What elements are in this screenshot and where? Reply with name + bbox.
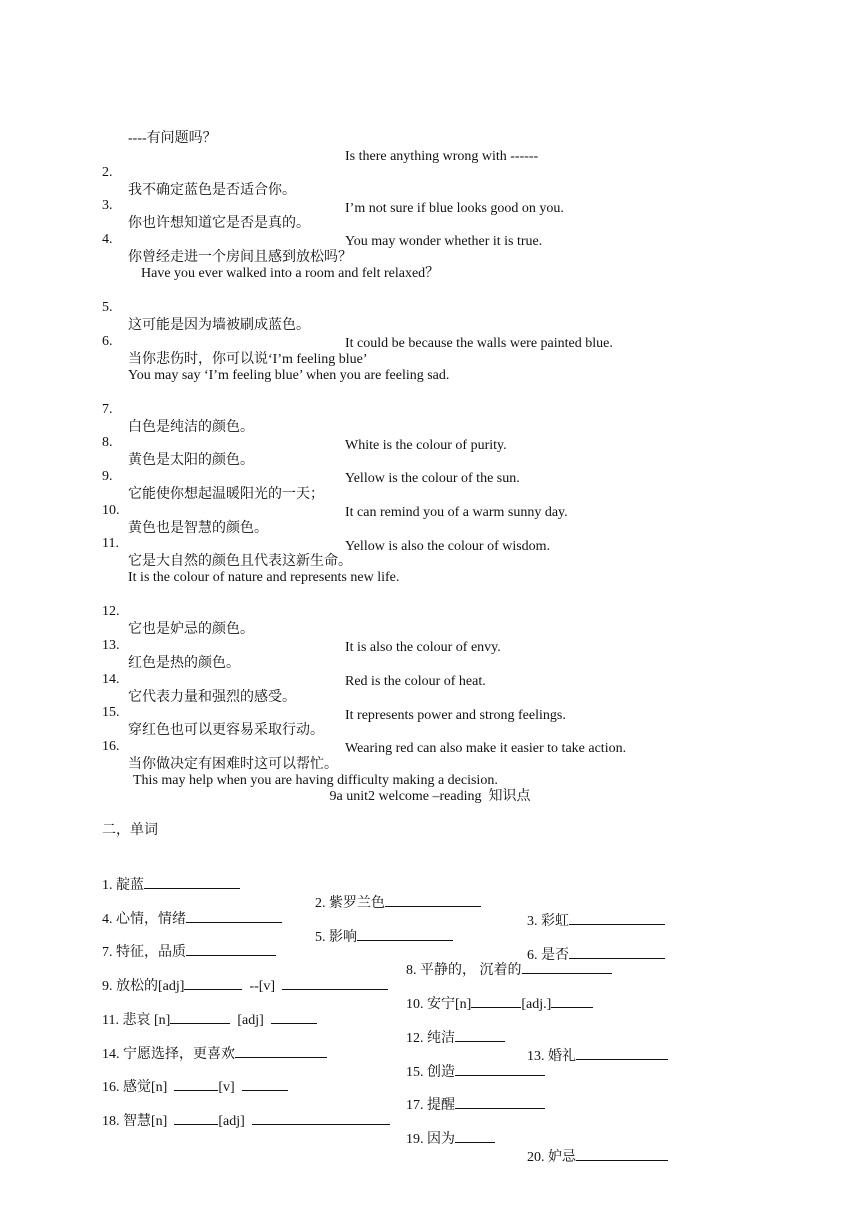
vocab-item [527,1146,668,1167]
answer-blank[interactable] [357,926,453,941]
sentence-cn: 红色是热的颜色。 [128,656,240,671]
sentence-cn: 它能使你想起温暖阳光的一天； [128,487,324,502]
sentence-cn: 这可能是因为墙被刷成蓝色。 [128,318,310,333]
sentence-en: Wearing red can also make it easier to take action. [345,741,627,756]
vocab-item [102,1043,327,1064]
vocab-prompt: 1. 靛蓝 [102,878,144,893]
vocab-heading: 二，单词 [102,823,158,838]
vocab-prompt: [adj] [218,1114,245,1129]
sentence-cn: 你曾经走进一个房间且感到放松吗？ [128,250,352,265]
vocab-prompt: 10. 安宁[n] [406,997,472,1012]
vocab-item [102,1009,317,1030]
vocab-prompt: 12. 纯洁 [406,1031,455,1046]
sentence-cn: 白色是纯洁的颜色。 [128,420,254,435]
vocab-prompt: 19. 因为 [406,1132,455,1147]
vocab-item [406,1061,545,1082]
answer-blank[interactable] [186,941,276,956]
vocab-prompt: [adj.] [521,997,552,1012]
sentence-number: 11. [102,536,119,551]
section-title: 9a unit2 welcome –reading 知识点 [329,789,531,804]
sentence-cn: 它是大自然的颜色且代表这新生命。 [128,554,352,569]
vocab-item [406,1027,505,1048]
sentence-en: Have you ever walked into a room and felt relaxed？ [141,266,440,281]
sentence-number: 4. [102,232,113,247]
answer-blank[interactable] [455,1027,505,1042]
sentence-number: 3. [102,198,113,213]
vocab-item [102,941,276,962]
vocab-prompt: 14. 宁愿选择，更喜欢 [102,1047,235,1062]
sentence-en: It can remind you of a warm sunny day. [345,505,568,520]
answer-blank[interactable] [170,1009,230,1024]
sentence-number: 13. [102,638,120,653]
vocab-item [527,910,665,931]
sentence-cn: 我不确定蓝色是否适合你。 [128,183,296,198]
sentence-cn: 当你悲伤时，你可以说‘I’m feeling blue’ [128,352,368,367]
answer-blank[interactable] [576,1146,668,1161]
sentence-number: 2. [102,165,113,180]
sentence-number: 15. [102,705,120,720]
sentence-en: It is the colour of nature and represents new life. [128,570,400,585]
sentence-number: 9. [102,469,113,484]
vocab-item [527,1045,668,1066]
sentence-en: You may wonder whether it is true. [345,234,543,249]
answer-blank[interactable] [174,1076,218,1091]
vocab-prompt: 16. 感觉[n] [102,1080,168,1095]
vocab-prompt: [adj] [237,1013,264,1028]
sentence-number: 6. [102,334,113,349]
vocab-prompt: 4. 心情，情绪 [102,912,186,927]
sentence-en: It is also the colour of envy. [345,640,501,655]
vocab-item [315,892,481,913]
answer-blank[interactable] [522,959,612,974]
answer-blank[interactable] [144,874,240,889]
vocab-item [102,908,282,929]
sentence-en: White is the colour of purity. [345,438,507,453]
sentence-en: It could be because the walls were painted blue. [345,336,613,351]
sentence-en: This may help when you are having difficulty making a decision. [133,773,498,788]
answer-blank[interactable] [471,993,521,1008]
sentence-number: 7. [102,402,113,417]
answer-blank[interactable] [455,1128,495,1143]
vocab-prompt: 7. 特征，品质 [102,945,186,960]
answer-blank[interactable] [186,908,282,923]
answer-blank[interactable] [282,975,388,990]
vocab-prompt: 6. 是否 [527,948,569,963]
sentence-cn: ----有问题吗？ [128,131,217,146]
sentence-number: 12. [102,604,120,619]
sentence-en: Yellow is also the colour of wisdom. [345,539,551,554]
sentence-number: 10. [102,503,120,518]
answer-blank[interactable] [385,892,481,907]
sentence-en: Red is the colour of heat. [345,674,486,689]
answer-blank[interactable] [569,910,665,925]
sentence-en: I’m not sure if blue looks good on you. [345,201,564,216]
answer-blank[interactable] [235,1043,327,1058]
answer-blank[interactable] [455,1061,545,1076]
vocab-item [315,926,453,947]
sentence-cn: 穿红色也可以更容易采取行动。 [128,723,324,738]
answer-blank[interactable] [551,993,593,1008]
sentence-cn: 你也许想知道它是否是真的。 [128,216,310,231]
sentence-number: 8. [102,435,113,450]
vocab-prompt: [v] [218,1080,235,1095]
vocab-prompt: --[v] [249,979,276,994]
answer-blank[interactable] [576,1045,668,1060]
vocab-prompt: 2. 紫罗兰色 [315,896,385,911]
vocab-item [406,959,612,980]
vocab-prompt: 15. 创造 [406,1065,455,1080]
sentence-cn: 黄色也是智慧的颜色。 [128,521,268,536]
answer-blank[interactable] [271,1009,317,1024]
vocab-prompt: 5. 影响 [315,930,357,945]
sentence-number: 5. [102,300,113,315]
vocab-item [406,1094,545,1115]
sentence-en: Yellow is the colour of the sun. [345,471,520,486]
sentence-number: 14. [102,672,120,687]
vocab-item [406,993,593,1014]
sentence-cn: 黄色是太阳的颜色。 [128,453,254,468]
sentence-cn: 它代表力量和强烈的感受。 [128,690,296,705]
sentence-en: It represents power and strong feelings. [345,708,566,723]
sentence-cn: 它也是妒忌的颜色。 [128,622,254,637]
answer-blank[interactable] [242,1076,288,1091]
vocab-item [102,874,240,895]
vocab-prompt: 9. 放松的[adj] [102,979,185,994]
sentence-number: 16. [102,739,120,754]
vocab-item [102,1076,288,1097]
answer-blank[interactable] [252,1110,390,1125]
vocab-prompt: 3. 彩虹 [527,914,569,929]
vocab-item [102,975,388,996]
answer-blank[interactable] [569,944,665,959]
vocab-item [406,1128,495,1149]
vocab-prompt: 17. 提醒 [406,1098,455,1113]
vocab-item [102,1110,390,1131]
answer-blank[interactable] [455,1094,545,1109]
vocab-prompt: 13. 婚礼 [527,1049,576,1064]
vocab-prompt: 18. 智慧[n] [102,1114,168,1129]
answer-blank[interactable] [184,975,242,990]
vocab-prompt: 8. 平静的， 沉着的 [406,963,522,978]
sentence-en: You may say ‘I’m feeling blue’ when you are feeling sad. [128,368,450,383]
vocab-prompt: 11. 悲哀 [n] [102,1013,171,1028]
sentence-en: Is there anything wrong with ------ [345,149,539,164]
vocab-prompt: 20. 妒忌 [527,1150,576,1165]
sentence-cn: 当你做决定有困难时这可以帮忙。 [128,757,338,772]
answer-blank[interactable] [174,1110,218,1125]
